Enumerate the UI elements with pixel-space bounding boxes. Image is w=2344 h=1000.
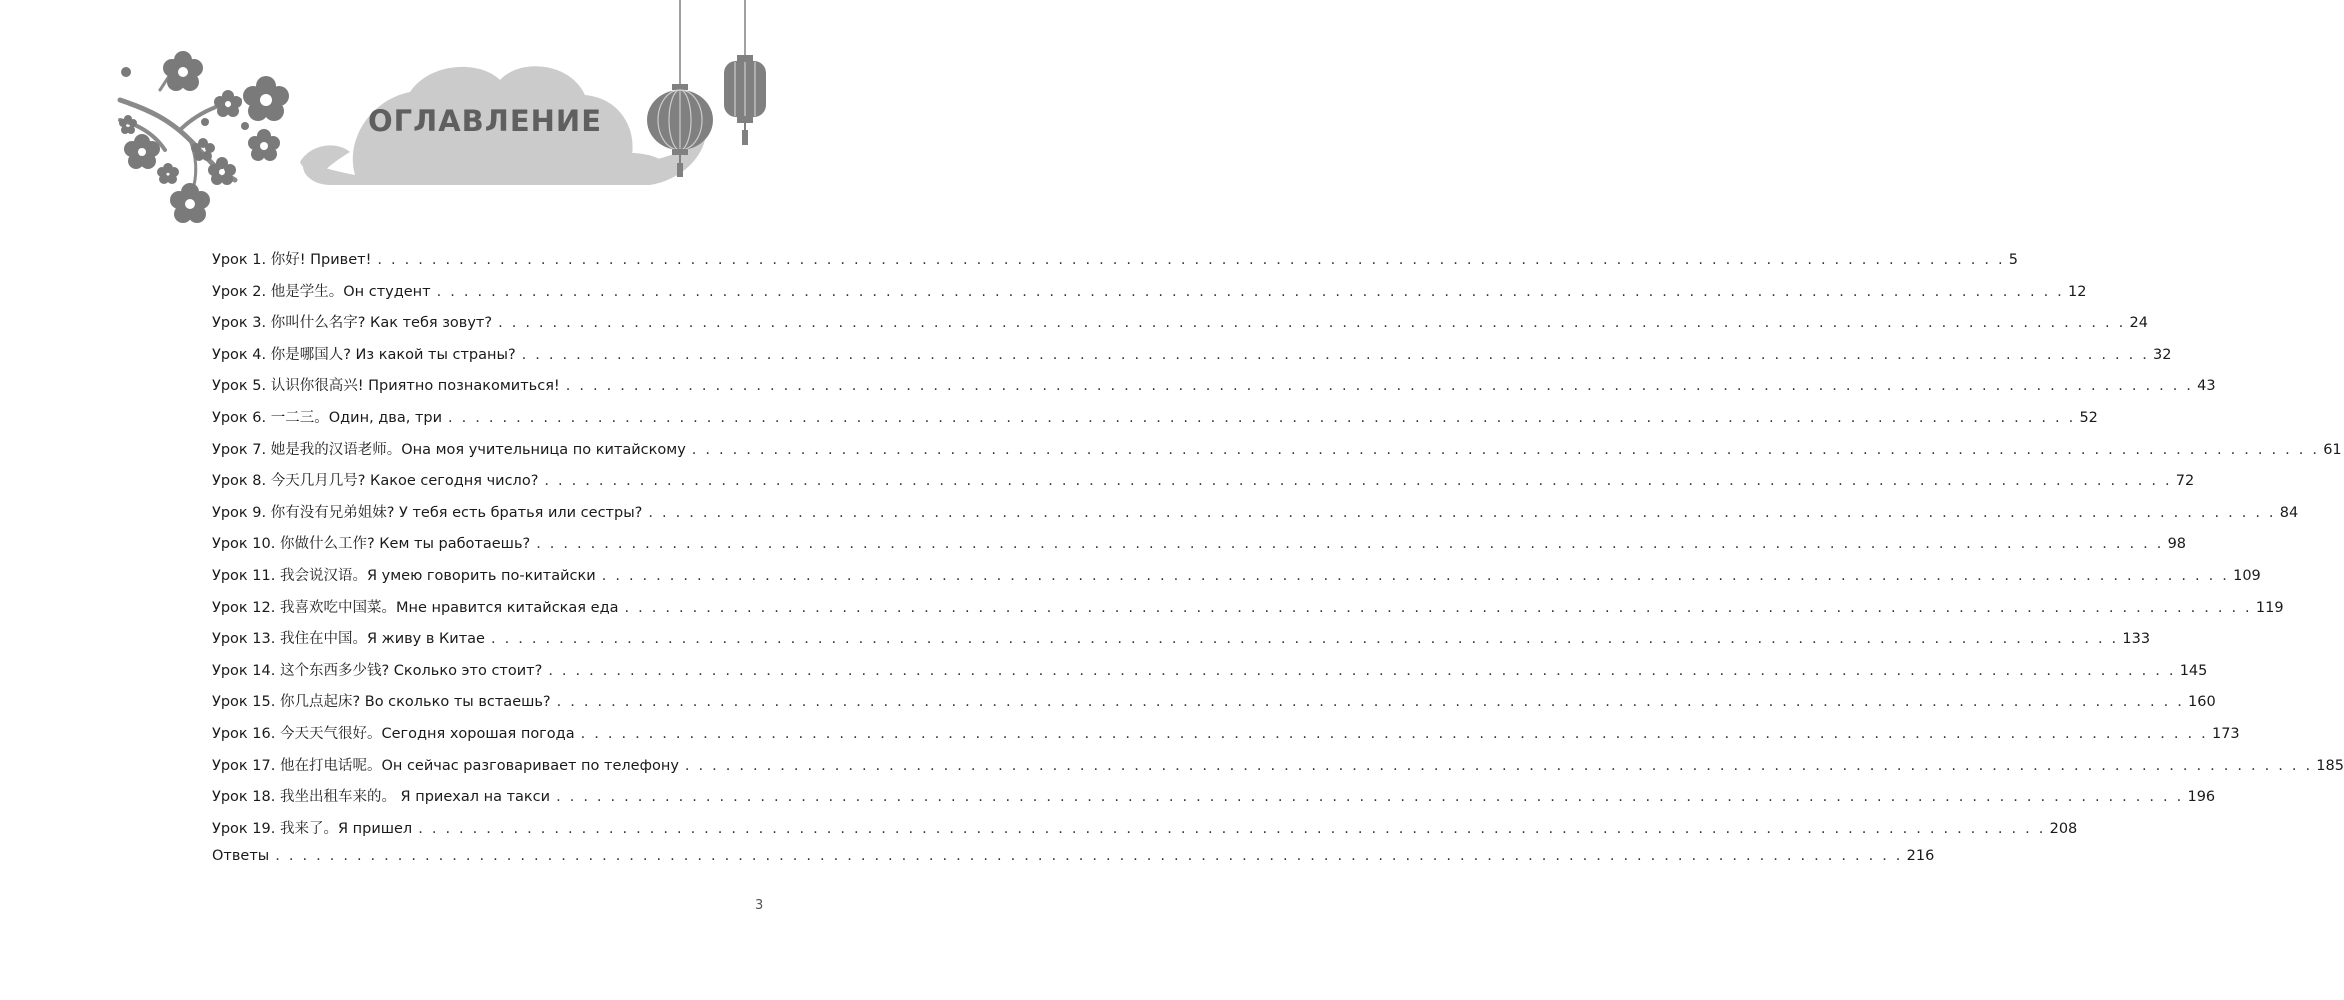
toc-entry-title: Урок 8. 今天几月几号? Какое сегодня число?	[212, 473, 539, 490]
toc-entry-title: Урок 4. 你是哪国人? Из какой ты страны?	[212, 346, 516, 363]
toc-entry-title: Урок 19. 我来了。Я пришел	[212, 820, 413, 837]
toc-entry	[212, 596, 2284, 628]
toc-entry	[212, 690, 2216, 722]
toc-entry-page: 160	[2188, 694, 2216, 711]
cherry-blossom-branch-icon	[119, 51, 289, 223]
toc-entry	[212, 374, 2216, 406]
toc-leader-dots: . . . . . . . . . . . . . . . . . . . . . . . . . . . . . . . . . . . . . . . . . . . . . . . . . . . . . . . . . . . . . . . . . . . . . . . . . . . . . . . . . . . . . . . . . . . . . . . . . . . . . . . . . . . . . . . . . . . . . . . .	[691, 441, 2320, 458]
toc-leader-dots: . . . . . . . . . . . . . . . . . . . . . . . . . . . . . . . . . . . . . . . . . . . . . . . . . . . . . . . . . . . . . . . . . . . . . . . . . . . . . . . . . . . . . . . . . . . . . . . . . . . . . . . . . . . . . . . . . . . . . . . .	[436, 283, 2064, 300]
toc-entry	[212, 627, 2151, 659]
toc-entry-page: 52	[2079, 409, 2098, 426]
toc-entry	[212, 564, 2261, 596]
toc-leader-dots: . . . . . . . . . . . . . . . . . . . . . . . . . . . . . . . . . . . . . . . . . . . . . . . . . . . . . . . . . . . . . . . . . . . . . . . . . . . . . . . . . . . . . . . . . . . . . . . . . . . . . . . . . . . . . . . . . . . . . . . .	[544, 473, 2172, 490]
toc-leader-dots: . . . . . . . . . . . . . . . . . . . . . . . . . . . . . . . . . . . . . . . . . . . . . . . . . . . . . . . . . . . . . . . . . . . . . . . . . . . . . . . . . . . . . . . . . . . . . . . . . . . . . . . . . . . . . . . . . . . . . . . .	[565, 378, 2194, 395]
toc-entry-page: 43	[2197, 378, 2216, 395]
toc-entry-page: 216	[1906, 848, 1935, 865]
toc-entry	[212, 311, 2148, 343]
toc-entry	[212, 343, 2172, 375]
toc-entry	[212, 248, 2019, 280]
toc-entry-title: Урок 7. 她是我的汉语老师。Она моя учительница по китайскому	[212, 441, 686, 458]
toc-entry-page: 119	[2255, 599, 2284, 616]
toc-entry-title: Урок 10. 你做什么工作? Кем ты работаешь?	[212, 536, 531, 553]
toc-entry-title: Урок 13. 我住在中国。Я живу в Китае	[212, 631, 485, 648]
toc-leader-dots: . . . . . . . . . . . . . . . . . . . . . . . . . . . . . . . . . . . . . . . . . . . . . . . . . . . . . . . . . . . . . . . . . . . . . . . . . . . . . . . . . . . . . . . . . . . . . . . . . . . . . . . . . . . . . . . . . . . . . . . .	[448, 409, 2076, 426]
toc-leader-dots: . . . . . . . . . . . . . . . . . . . . . . . . . . . . . . . . . . . . . . . . . . . . . . . . . . . . . . . . . . . . . . . . . . . . . . . . . . . . . . . . . . . . . . . . . . . . . . . . . . . . . . . . . . . . . . . . . . . . . . . .	[536, 536, 2164, 553]
toc-entry-page: 208	[2049, 820, 2078, 837]
toc-entry	[212, 469, 2195, 501]
contents-heading: ОГЛАВЛЕНИЕ	[367, 104, 602, 138]
toc-entry	[212, 532, 2187, 564]
toc-entry	[212, 406, 2098, 438]
toc-leader-dots: . . . . . . . . . . . . . . . . . . . . . . . . . . . . . . . . . . . . . . . . . . . . . . . . . . . . . . . . . . . . . . . . . . . . . . . . . . . . . . . . . . . . . . . . . . . . . . . . . . . . . . . . . . . . . . . . . . . . . . . .	[580, 725, 2208, 742]
toc-entry-page: 24	[2129, 315, 2148, 332]
toc-entry	[212, 438, 2342, 470]
toc-leader-dots: . . . . . . . . . . . . . . . . . . . . . . . . . . . . . . . . . . . . . . . . . . . . . . . . . . . . . . . . . . . . . . . . . . . . . . . . . . . . . . . . . . . . . . . . . . . . . . . . . . . . . . . . . . . . . . . . . . . . . . . .	[601, 567, 2230, 584]
toc-entry-title: Урок 18. 我坐出租车来的。 Я приехал на такси	[212, 789, 551, 806]
toc-leader-dots: . . . . . . . . . . . . . . . . . . . . . . . . . . . . . . . . . . . . . . . . . . . . . . . . . . . . . . . . . . . . . . . . . . . . . . . . . . . . . . . . . . . . . . . . . . . . . . . . . . . . . . . . . . . . . . . . . . . . . . . .	[556, 789, 2184, 806]
toc-leader-dots: . . . . . . . . . . . . . . . . . . . . . . . . . . . . . . . . . . . . . . . . . . . . . . . . . . . . . . . . . . . . . . . . . . . . . . . . . . . . . . . . . . . . . . . . . . . . . . . . . . . . . . . . . . . . . . . . . . . . . . . .	[275, 848, 1903, 865]
toc-entry	[212, 785, 2216, 817]
toc-entry-title: Урок 3. 你叫什么名字? Как тебя зовут?	[212, 315, 493, 332]
toc-entry-title: Урок 5. 认识你很高兴! Приятно познакомиться!	[212, 378, 560, 395]
toc-entry-page: 61	[2323, 441, 2342, 458]
toc-entry	[212, 817, 2078, 849]
toc-entry	[212, 848, 1935, 880]
toc-entry-title: Урок 2. 他是学生。Он студент	[212, 283, 431, 300]
page-number: 3	[755, 898, 764, 913]
toc-entry-page: 72	[2175, 473, 2195, 490]
toc-entry-title: Урок 15. 你几点起床? Во сколько ты встаешь?	[212, 694, 551, 711]
toc-entry-page: 5	[2008, 252, 2019, 268]
toc-entry	[212, 280, 2087, 312]
toc-entry	[212, 754, 2344, 786]
toc-entry-title: Урок 12. 我喜欢吃中国菜。Мне нравится китайская еда	[212, 599, 619, 616]
toc-entry-page: 185	[2316, 757, 2344, 774]
toc-leader-dots: . . . . . . . . . . . . . . . . . . . . . . . . . . . . . . . . . . . . . . . . . . . . . . . . . . . . . . . . . . . . . . . . . . . . . . . . . . . . . . . . . . . . . . . . . . . . . . . . . . . . . . . . . . . . . . . . . . . . . . . .	[556, 694, 2185, 711]
toc-entry-title: Урок 6. 一二三。Один, два, три	[212, 409, 443, 426]
toc-entry-page: 32	[2153, 346, 2172, 363]
toc-entry-page: 133	[2122, 631, 2151, 648]
toc-entry-title: Урок 9. 你有没有兄弟姐妹? У тебя есть братья или сестры?	[212, 504, 643, 521]
toc-leader-dots: . . . . . . . . . . . . . . . . . . . . . . . . . . . . . . . . . . . . . . . . . . . . . . . . . . . . . . . . . . . . . . . . . . . . . . . . . . . . . . . . . . . . . . . . . . . . . . . . . . . . . . . . . . . . . . . . . . . . . . . .	[648, 504, 2276, 521]
toc-leader-dots: . . . . . . . . . . . . . . . . . . . . . . . . . . . . . . . . . . . . . . . . . . . . . . . . . . . . . . . . . . . . . . . . . . . . . . . . . . . . . . . . . . . . . . . . . . . . . . . . . . . . . . . . . . . . . . . . . . . . . . . .	[498, 315, 2126, 332]
toc-entry-page: 109	[2233, 567, 2261, 584]
toc-leader-dots: . . . . . . . . . . . . . . . . . . . . . . . . . . . . . . . . . . . . . . . . . . . . . . . . . . . . . . . . . . . . . . . . . . . . . . . . . . . . . . . . . . . . . . . . . . . . . . . . . . . . . . . . . . . . . . . . . . . . . . . .	[684, 757, 2313, 774]
toc-leader-dots: . . . . . . . . . . . . . . . . . . . . . . . . . . . . . . . . . . . . . . . . . . . . . . . . . . . . . . . . . . . . . . . . . . . . . . . . . . . . . . . . . . . . . . . . . . . . . . . . . . . . . . . . . . . . . . . . . . . . . . . .	[377, 252, 2005, 268]
toc-entry-title: Урок 1. 你好! Привет!	[212, 252, 372, 268]
toc-leader-dots: . . . . . . . . . . . . . . . . . . . . . . . . . . . . . . . . . . . . . . . . . . . . . . . . . . . . . . . . . . . . . . . . . . . . . . . . . . . . . . . . . . . . . . . . . . . . . . . . . . . . . . . . . . . . . . . . . . . . . . . .	[418, 820, 2046, 837]
toc-entry-title: Урок 14. 这个东西多少钱? Сколько это стоит?	[212, 662, 543, 679]
toc-entry	[212, 722, 2240, 754]
toc-entry-page: 173	[2211, 725, 2240, 742]
toc-entry	[212, 659, 2208, 691]
paper-lantern-round-icon	[647, 0, 713, 177]
toc-leader-dots: . . . . . . . . . . . . . . . . . . . . . . . . . . . . . . . . . . . . . . . . . . . . . . . . . . . . . . . . . . . . . . . . . . . . . . . . . . . . . . . . . . . . . . . . . . . . . . . . . . . . . . . . . . . . . . . . . . . . . . . .	[521, 346, 2150, 363]
table-of-contents	[212, 248, 2344, 880]
toc-entry	[212, 501, 2299, 533]
paper-lantern-tall-icon	[724, 0, 766, 145]
toc-leader-dots: . . . . . . . . . . . . . . . . . . . . . . . . . . . . . . . . . . . . . . . . . . . . . . . . . . . . . . . . . . . . . . . . . . . . . . . . . . . . . . . . . . . . . . . . . . . . . . . . . . . . . . . . . . . . . . . . . . . . . . . .	[624, 599, 2252, 616]
toc-entry-title: Урок 11. 我会说汉语。Я умею говорить по-китайски	[212, 567, 596, 584]
toc-entry-title: Урок 16. 今天天气很好。Сегодня хорошая погода	[212, 725, 575, 742]
toc-leader-dots: . . . . . . . . . . . . . . . . . . . . . . . . . . . . . . . . . . . . . . . . . . . . . . . . . . . . . . . . . . . . . . . . . . . . . . . . . . . . . . . . . . . . . . . . . . . . . . . . . . . . . . . . . . . . . . . . . . . . . . . .	[490, 631, 2119, 648]
toc-leader-dots: . . . . . . . . . . . . . . . . . . . . . . . . . . . . . . . . . . . . . . . . . . . . . . . . . . . . . . . . . . . . . . . . . . . . . . . . . . . . . . . . . . . . . . . . . . . . . . . . . . . . . . . . . . . . . . . . . . . . . . . .	[548, 662, 2176, 679]
toc-entry-page: 84	[2279, 504, 2299, 521]
toc-entry-page: 98	[2167, 536, 2187, 553]
toc-entry-page: 196	[2187, 789, 2216, 806]
toc-entry-title: Ответы	[212, 848, 270, 865]
toc-entry-page: 12	[2068, 283, 2087, 300]
toc-entry-title: Урок 17. 他在打电话呢。Он сейчас разговаривает по телефону	[212, 757, 679, 774]
toc-entry-page: 145	[2179, 662, 2208, 679]
